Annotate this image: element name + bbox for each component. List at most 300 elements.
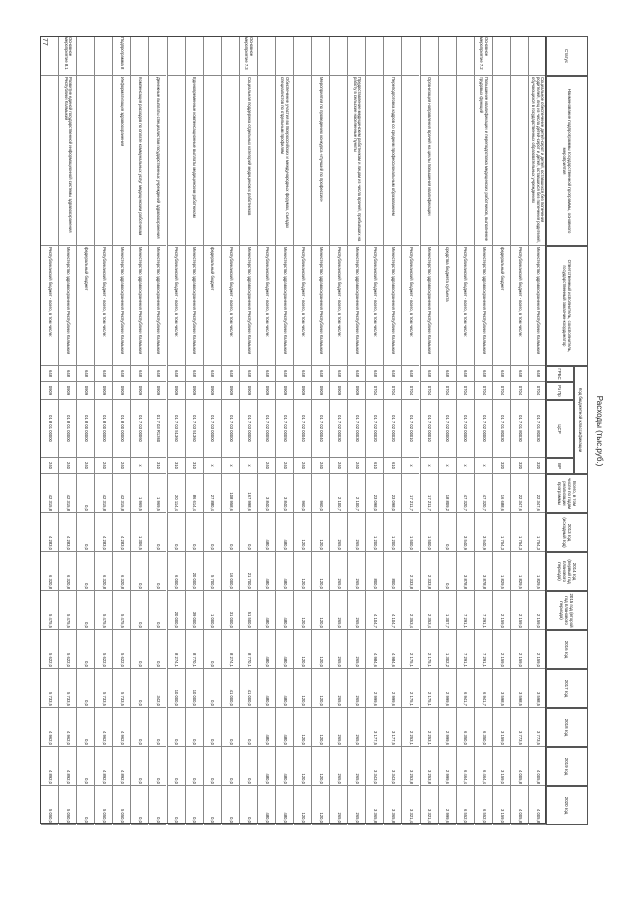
cell-amount: 0,0 bbox=[149, 786, 166, 825]
cell-amount: 4 283,0 bbox=[41, 513, 58, 552]
cell-amount: 3 878,8 bbox=[457, 552, 474, 591]
cell-amount: 0,0 bbox=[77, 552, 94, 591]
cell-amount: 0,0 bbox=[77, 708, 94, 747]
cell-amount: 0,0 bbox=[149, 630, 166, 669]
cell-amount: 265,0 bbox=[330, 786, 347, 825]
table-row bbox=[239, 36, 257, 824]
cell-status bbox=[366, 36, 383, 76]
cell-rzpr: 0909 bbox=[186, 382, 203, 400]
cell-amount: 0,0 bbox=[439, 552, 456, 591]
cell-amount: 3 177,5 bbox=[384, 708, 401, 747]
cell-executor: Министерство здравоохранения Республики Калмыкия bbox=[149, 246, 166, 366]
cell-amount: 120,0 bbox=[294, 630, 311, 669]
table-row bbox=[58, 36, 76, 824]
cell-amount: 0,0 bbox=[204, 630, 221, 669]
cell-amount: 2 999,6 bbox=[439, 708, 456, 747]
cell-vr: 240 bbox=[113, 458, 130, 474]
cell-executor: Республиканский бюджет - всего, в том числе: bbox=[402, 246, 419, 366]
cell-amount: 1 829,5 bbox=[511, 552, 528, 591]
cell-executor: Республиканский бюджет - всего, в том числе: bbox=[41, 246, 58, 366]
cell-amount: 0,0 bbox=[131, 708, 148, 747]
cell-name: Предоставление медицинским работникам и лицам из числа врачей, прибывших на работу в сельские населенные пункты bbox=[348, 76, 365, 246]
cell-amount: 41 000,0 bbox=[240, 669, 257, 708]
cell-amount: 2 999,6 bbox=[439, 786, 456, 825]
cell-amount: 2 253,1 bbox=[421, 708, 438, 747]
cell-amount: 480,0 bbox=[276, 552, 293, 591]
cell-amount: 2 159,0 bbox=[529, 591, 546, 630]
cell-csr: 01 8 01 00000 bbox=[41, 400, 58, 458]
cell-rzpr: 0704 bbox=[421, 382, 438, 400]
cell-amount: 120,0 bbox=[312, 552, 329, 591]
cell-amount: 1 829,5 bbox=[493, 552, 510, 591]
cell-amount: 480,0 bbox=[258, 513, 275, 552]
cell-executor: Республиканский бюджет - всего, в том числе: bbox=[222, 246, 239, 366]
cell-amount: 120,0 bbox=[312, 786, 329, 825]
cell-grbs: 648 bbox=[511, 366, 528, 382]
cell-rzpr: 0704 bbox=[457, 382, 474, 400]
cell-amount: 17 211,7 bbox=[402, 474, 419, 513]
cell-amount: 8 770,1 bbox=[240, 630, 257, 669]
cell-grbs: 648 bbox=[276, 366, 293, 382]
cell-amount: 3 343,0 bbox=[384, 747, 401, 786]
cell-amount: 5 050,0 bbox=[59, 786, 76, 825]
cell-amount: 120,0 bbox=[294, 786, 311, 825]
cell-csr: 01 7 03 00000 bbox=[222, 400, 239, 458]
cell-amount: 4 962,0 bbox=[41, 708, 58, 747]
cell-executor: Республиканский бюджет - всего, в том числе: bbox=[511, 246, 528, 366]
cell-amount: 3 365,8 bbox=[366, 786, 383, 825]
header-year: 2020 год bbox=[546, 786, 588, 825]
table-row bbox=[112, 36, 130, 824]
cell-amount: 120,0 bbox=[294, 747, 311, 786]
cell-amount: 2 175,1 bbox=[402, 630, 419, 669]
cell-rzpr: 0909 bbox=[330, 382, 347, 400]
cell-amount: 6 941,7 bbox=[475, 669, 492, 708]
cell-amount: 3 343,0 bbox=[366, 747, 383, 786]
cell-name bbox=[222, 76, 239, 246]
cell-rzpr: 0909 bbox=[59, 382, 76, 400]
cell-status bbox=[348, 36, 365, 76]
cell-grbs: 648 bbox=[439, 366, 456, 382]
cell-name bbox=[493, 76, 510, 246]
cell-executor: Министерство здравоохранения Республики Калмыкия bbox=[186, 246, 203, 366]
cell-csr: 01 7 02 00000 bbox=[439, 400, 456, 458]
cell-amount: 0,0 bbox=[204, 786, 221, 825]
cell-rzpr: 0909 bbox=[95, 382, 112, 400]
cell-grbs: 648 bbox=[421, 366, 438, 382]
header-name: Наименование подпрограммы государственной программы, основного мероприятия bbox=[546, 76, 588, 246]
cell-amount: 3 321,4 bbox=[421, 786, 438, 825]
cell-grbs: 648 bbox=[457, 366, 474, 382]
cell-amount: 1 500,0 bbox=[421, 513, 438, 552]
cell-csr: 01 7 01 80030 bbox=[529, 400, 546, 458]
cell-amount: 4 984,6 bbox=[384, 630, 401, 669]
cell-amount: 1 754,3 bbox=[529, 513, 546, 552]
cell-amount: 120,0 bbox=[312, 708, 329, 747]
cell-vr: x bbox=[240, 458, 257, 474]
cell-amount: 0,0 bbox=[222, 786, 239, 825]
cell-name bbox=[330, 76, 347, 246]
cell-csr: 01 7 03 00000 bbox=[240, 400, 257, 458]
cell-executor: Министерство здравоохранения Республики Калмыкия bbox=[384, 246, 401, 366]
header-year: 2015 год (второй год планового периода) bbox=[546, 591, 588, 630]
cell-grbs: 648 bbox=[77, 366, 94, 382]
cell-vr: 240 bbox=[348, 458, 365, 474]
cell-amount: 3 253,8 bbox=[421, 747, 438, 786]
cell-amount: 265,0 bbox=[348, 786, 365, 825]
cell-amount: 120,0 bbox=[294, 513, 311, 552]
cell-amount: 265,0 bbox=[348, 708, 365, 747]
cell-amount: 7 291,1 bbox=[475, 630, 492, 669]
cell-amount: 2 999,6 bbox=[366, 669, 383, 708]
cell-amount: 27 880,4 bbox=[204, 474, 221, 513]
cell-executor: Республиканский бюджет - всего, в том числе: bbox=[330, 246, 347, 366]
cell-amount: 6 464,4 bbox=[475, 747, 492, 786]
header-status: Статус bbox=[546, 36, 588, 76]
cell-status: Основное мероприятие 7.2 bbox=[475, 36, 492, 76]
cell-amount: 265,0 bbox=[330, 630, 347, 669]
cell-amount: 0,0 bbox=[204, 513, 221, 552]
cell-amount: 265,0 bbox=[330, 552, 347, 591]
header-rzpr: Рз Пр bbox=[546, 382, 574, 400]
header-year: 2018 год bbox=[546, 708, 588, 747]
cell-amount: 0,0 bbox=[77, 513, 94, 552]
cell-executor: Республиканский бюджет - всего, в том числе: bbox=[95, 246, 112, 366]
cell-grbs: 648 bbox=[131, 366, 148, 382]
header-year: 2019 год bbox=[546, 747, 588, 786]
cell-rzpr: 0909 bbox=[131, 382, 148, 400]
cell-name: Информатизация здравоохранения bbox=[113, 76, 130, 246]
cell-amount: 265,0 bbox=[330, 591, 347, 630]
table-row bbox=[130, 36, 148, 824]
cell-amount: 265,0 bbox=[348, 513, 365, 552]
cell-csr: 01 7 02 00000 bbox=[457, 400, 474, 458]
cell-grbs: 648 bbox=[294, 366, 311, 382]
cell-amount: 3 159,0 bbox=[493, 708, 510, 747]
cell-rzpr: 0704 bbox=[529, 382, 546, 400]
cell-grbs: 648 bbox=[384, 366, 401, 382]
cell-amount: 265,0 bbox=[330, 708, 347, 747]
cell-status bbox=[258, 36, 275, 76]
cell-amount: 0,0 bbox=[77, 591, 94, 630]
cell-status bbox=[384, 36, 401, 76]
cell-amount: 0,0 bbox=[149, 747, 166, 786]
cell-amount: 5 622,0 bbox=[113, 630, 130, 669]
cell-status: Подпрограмма 8 bbox=[113, 36, 130, 76]
table-row bbox=[456, 36, 474, 824]
cell-name bbox=[168, 76, 185, 246]
cell-rzpr: 0909 bbox=[240, 382, 257, 400]
cell-executor: Министерство здравоохранения Республики Калмыкия bbox=[475, 246, 492, 366]
cell-amount: 42 315,8 bbox=[113, 474, 130, 513]
cell-amount: 42 315,8 bbox=[59, 474, 76, 513]
cell-name bbox=[294, 76, 311, 246]
cell-amount: 4 984,6 bbox=[366, 630, 383, 669]
table-row bbox=[221, 36, 239, 824]
table-row bbox=[203, 36, 221, 824]
cell-vr: 310 bbox=[149, 458, 166, 474]
cell-amount: 4 005,8 bbox=[511, 786, 528, 825]
cell-amount: 3 540,9 bbox=[457, 513, 474, 552]
cell-amount: 1 754,3 bbox=[493, 513, 510, 552]
cell-amount: 265,0 bbox=[348, 630, 365, 669]
cell-amount: 39 000,0 bbox=[186, 591, 203, 630]
cell-amount: 47 320,7 bbox=[457, 474, 474, 513]
cell-amount: 6 464,4 bbox=[457, 747, 474, 786]
cell-amount: 1 000,0 bbox=[204, 591, 221, 630]
cell-amount: 4 005,8 bbox=[529, 786, 546, 825]
cell-amount: 7 291,1 bbox=[457, 630, 474, 669]
cell-status bbox=[493, 36, 510, 76]
cell-rzpr: 0704 bbox=[511, 382, 528, 400]
cell-csr: 01 7 03 51360 bbox=[186, 400, 203, 458]
cell-amount: 3 598,5 bbox=[493, 669, 510, 708]
cell-amount: 2 353,4 bbox=[402, 591, 419, 630]
page-number: 77 bbox=[41, 38, 48, 46]
cell-grbs: 648 bbox=[402, 366, 419, 382]
table-row bbox=[257, 36, 275, 824]
cell-executor: Республиканский бюджет - всего, в том числе: bbox=[258, 246, 275, 366]
cell-csr: 01 7 02 00030 bbox=[330, 400, 347, 458]
cell-amount: 0,0 bbox=[222, 513, 239, 552]
cell-rzpr: 0909 bbox=[204, 382, 221, 400]
cell-amount: 5 050,0 bbox=[41, 786, 58, 825]
cell-vr: 320 bbox=[493, 458, 510, 474]
cell-grbs: 648 bbox=[493, 366, 510, 382]
cell-amount: 4 104,7 bbox=[384, 591, 401, 630]
table-row bbox=[528, 36, 546, 824]
cell-amount: 480,0 bbox=[258, 630, 275, 669]
cell-amount: 3 840,0 bbox=[258, 474, 275, 513]
cell-amount: 265,0 bbox=[348, 669, 365, 708]
cell-executor: Министерство здравоохранения Республики Калмыкия bbox=[276, 246, 293, 366]
cell-amount: 2 333,8 bbox=[421, 552, 438, 591]
cell-vr: 320 bbox=[511, 458, 528, 474]
cell-amount: 5 733,5 bbox=[113, 669, 130, 708]
cell-rzpr: 0909 bbox=[41, 382, 58, 400]
cell-amount: 0,0 bbox=[77, 474, 94, 513]
cell-vr: x bbox=[131, 458, 148, 474]
page-title: Расходы (тыс.руб.) bbox=[595, 395, 604, 467]
cell-amount: 5 050,0 bbox=[95, 786, 112, 825]
cell-amount: 1 969,5 bbox=[149, 474, 166, 513]
cell-name: Организация направления врачей на циклы повышения квалификации bbox=[421, 76, 438, 246]
cell-grbs: 648 bbox=[240, 366, 257, 382]
cell-amount: 2 353,4 bbox=[421, 591, 438, 630]
cell-amount: 2 159,0 bbox=[511, 630, 528, 669]
cell-rzpr: 0909 bbox=[312, 382, 329, 400]
cell-amount: 3 365,8 bbox=[384, 786, 401, 825]
cell-grbs: 648 bbox=[366, 366, 383, 382]
cell-csr: 01 7 02 00020 bbox=[366, 400, 383, 458]
cell-status bbox=[421, 36, 438, 76]
cell-amount: 3 878,8 bbox=[475, 552, 492, 591]
cell-csr: 01 7 01 80030 bbox=[493, 400, 510, 458]
cell-csr: 01 7 03 00000 bbox=[204, 400, 221, 458]
cell-rzpr: 0909 bbox=[149, 382, 166, 400]
cell-csr: 01 7 02 00020 bbox=[384, 400, 401, 458]
cell-grbs: 648 bbox=[59, 366, 76, 382]
cell-grbs: 648 bbox=[113, 366, 130, 382]
table-row bbox=[474, 36, 492, 824]
cell-amount: 1 307,7 bbox=[439, 591, 456, 630]
cell-grbs: 648 bbox=[258, 366, 275, 382]
cell-amount: 120,0 bbox=[312, 630, 329, 669]
cell-csr: 01 7 03 R1360 bbox=[149, 400, 166, 458]
cell-amount: 3 540,9 bbox=[475, 513, 492, 552]
cell-amount: 3 773,5 bbox=[511, 708, 528, 747]
cell-status bbox=[204, 36, 221, 76]
cell-amount: 167 998,6 bbox=[240, 474, 257, 513]
cell-status bbox=[330, 36, 347, 76]
cell-status bbox=[168, 36, 185, 76]
cell-amount: 120,0 bbox=[294, 708, 311, 747]
cell-amount: 6 320,8 bbox=[113, 552, 130, 591]
cell-csr: 01 8 00 00000 bbox=[113, 400, 130, 458]
cell-amount: 6 320,8 bbox=[95, 552, 112, 591]
cell-name: Социальная поддержка отдельных категорий медицинских работников bbox=[240, 76, 257, 246]
cell-executor: федеральный бюджет bbox=[77, 246, 94, 366]
cell-name: Социальное обеспечение детей-сирот и детей, оставшихся без попечения родителей, лиц из числа детей-сирот и детей, оставшихся без попечения родителей, обучающихся в государственных образовательных учреждениях bbox=[529, 76, 546, 246]
cell-amount: 3 773,5 bbox=[529, 708, 546, 747]
cell-vr: x bbox=[402, 458, 419, 474]
cell-name: Компенсация расходов по оплате коммунальных услуг медицинским работникам bbox=[131, 76, 148, 246]
cell-amount: 0,0 bbox=[186, 708, 203, 747]
cell-amount: 4 104,7 bbox=[366, 591, 383, 630]
cell-amount: 4 283,0 bbox=[95, 513, 112, 552]
cell-status: Основное мероприятие 7.3 bbox=[240, 36, 257, 76]
cell-amount: 480,0 bbox=[258, 552, 275, 591]
cell-amount: 480,0 bbox=[276, 708, 293, 747]
cell-amount: 480,0 bbox=[258, 747, 275, 786]
cell-vr: 240 bbox=[77, 458, 94, 474]
cell-amount: 0,0 bbox=[204, 708, 221, 747]
cell-executor: средства бюджета субъекта bbox=[439, 246, 456, 366]
cell-amount: 4 892,0 bbox=[41, 747, 58, 786]
cell-amount: 3 177,5 bbox=[366, 708, 383, 747]
table-row bbox=[148, 36, 166, 824]
cell-amount: 41 000,0 bbox=[222, 669, 239, 708]
cell-status bbox=[294, 36, 311, 76]
cell-vr: x bbox=[204, 458, 221, 474]
cell-amount: 5 475,5 bbox=[41, 591, 58, 630]
cell-amount: 0,0 bbox=[131, 786, 148, 825]
cell-amount: 0,0 bbox=[168, 513, 185, 552]
cell-rzpr: 0909 bbox=[77, 382, 94, 400]
cell-name: Мероприятия по проведению конкурса «Лучший по профессии» bbox=[312, 76, 329, 246]
cell-amount: 2 159,0 bbox=[529, 630, 546, 669]
cell-amount: 0,0 bbox=[149, 552, 166, 591]
cell-amount: 20 000,0 bbox=[186, 552, 203, 591]
cell-amount: 86 614,4 bbox=[186, 474, 203, 513]
cell-amount: 6 000,0 bbox=[168, 552, 185, 591]
header-vr: ВР bbox=[546, 458, 574, 474]
cell-status bbox=[95, 36, 112, 76]
cell-rzpr: 0909 bbox=[258, 382, 275, 400]
cell-amount: 1 969,5 bbox=[131, 474, 148, 513]
cell-amount: 265,0 bbox=[330, 513, 347, 552]
cell-amount: 51 500,0 bbox=[240, 591, 257, 630]
cell-amount: 1 500,0 bbox=[402, 513, 419, 552]
cell-amount: 6 350,0 bbox=[475, 708, 492, 747]
cell-amount: 0,0 bbox=[240, 786, 257, 825]
cell-amount: 480,0 bbox=[258, 786, 275, 825]
cell-amount: 2 999,6 bbox=[384, 669, 401, 708]
cell-executor: Министерство здравоохранения Республики Калмыкия bbox=[113, 246, 130, 366]
cell-amount: 0,0 bbox=[131, 591, 148, 630]
cell-rzpr: 0909 bbox=[294, 382, 311, 400]
cell-grbs: 648 bbox=[95, 366, 112, 382]
cell-amount: 0,0 bbox=[131, 552, 148, 591]
cell-amount: 20 000,0 bbox=[168, 591, 185, 630]
cell-amount: 0,0 bbox=[77, 669, 94, 708]
cell-grbs: 648 bbox=[168, 366, 185, 382]
cell-csr: 01 7 01 80030 bbox=[511, 400, 528, 458]
cell-name bbox=[402, 76, 419, 246]
cell-amount: 0,0 bbox=[131, 747, 148, 786]
cell-csr: 01 8 00 00000 bbox=[95, 400, 112, 458]
cell-amount: 1 200,0 bbox=[384, 513, 401, 552]
cell-amount: 6 552,0 bbox=[475, 786, 492, 825]
cell-amount: 960,0 bbox=[294, 474, 311, 513]
rotated-page bbox=[34, 28, 606, 838]
cell-amount: 0,0 bbox=[222, 708, 239, 747]
header-year: 2014 год (первый год планового периода) bbox=[546, 552, 588, 591]
cell-amount: 120,0 bbox=[294, 669, 311, 708]
cell-status bbox=[402, 36, 419, 76]
cell-name: Обеспечение участия во Всероссийских и международных форумах, съездах специалистов по отдельным профилям bbox=[276, 76, 293, 246]
cell-grbs: 648 bbox=[348, 366, 365, 382]
cell-amount: 2 175,1 bbox=[421, 630, 438, 669]
header-grbs: ГРБС bbox=[546, 366, 574, 382]
table-row bbox=[347, 36, 365, 824]
table-row bbox=[275, 36, 293, 824]
cell-amount: 120,0 bbox=[294, 552, 311, 591]
cell-name: Единовременные компенсационные выплаты медицинским работникам bbox=[186, 76, 203, 246]
cell-amount: 480,0 bbox=[276, 513, 293, 552]
cell-amount: 3 253,8 bbox=[402, 747, 419, 786]
cell-vr: x bbox=[475, 458, 492, 474]
cell-vr: 240 bbox=[41, 458, 58, 474]
cell-amount: 265,0 bbox=[348, 552, 365, 591]
cell-executor: Министерство здравоохранения Республики Калмыкия bbox=[529, 246, 546, 366]
cell-csr: 01 7 02 00050 bbox=[258, 400, 275, 458]
cell-amount: 3 159,0 bbox=[493, 786, 510, 825]
cell-amount: 480,0 bbox=[276, 786, 293, 825]
cell-amount: 265,0 bbox=[330, 747, 347, 786]
cell-executor: Республиканский бюджет - всего, в том числе: bbox=[168, 246, 185, 366]
header-year: 2017 год bbox=[546, 669, 588, 708]
cell-amount: 480,0 bbox=[276, 630, 293, 669]
cell-amount: 480,0 bbox=[276, 747, 293, 786]
cell-amount: 342,0 bbox=[149, 669, 166, 708]
cell-executor: Республиканский бюджет - всего, в том числе: bbox=[457, 246, 474, 366]
table-row bbox=[167, 36, 185, 824]
header-executor: Ответственный исполнитель, соисполнитель, государственный заказчик-координатор bbox=[546, 246, 588, 366]
cell-amount: 265,0 bbox=[330, 669, 347, 708]
cell-executor: Министерство здравоохранения Республики Калмыкия bbox=[131, 246, 148, 366]
cell-status bbox=[457, 36, 474, 76]
cell-amount: 23 098,0 bbox=[384, 474, 401, 513]
cell-vr: 610 bbox=[384, 458, 401, 474]
cell-rzpr: 0704 bbox=[402, 382, 419, 400]
cell-executor: федеральный бюджет bbox=[204, 246, 221, 366]
cell-rzpr: 0704 bbox=[384, 382, 401, 400]
cell-amount: 2 100,7 bbox=[348, 474, 365, 513]
cell-amount: 7 291,1 bbox=[475, 591, 492, 630]
header-csr: ЦСР bbox=[546, 400, 574, 458]
cell-rzpr: 0909 bbox=[348, 382, 365, 400]
